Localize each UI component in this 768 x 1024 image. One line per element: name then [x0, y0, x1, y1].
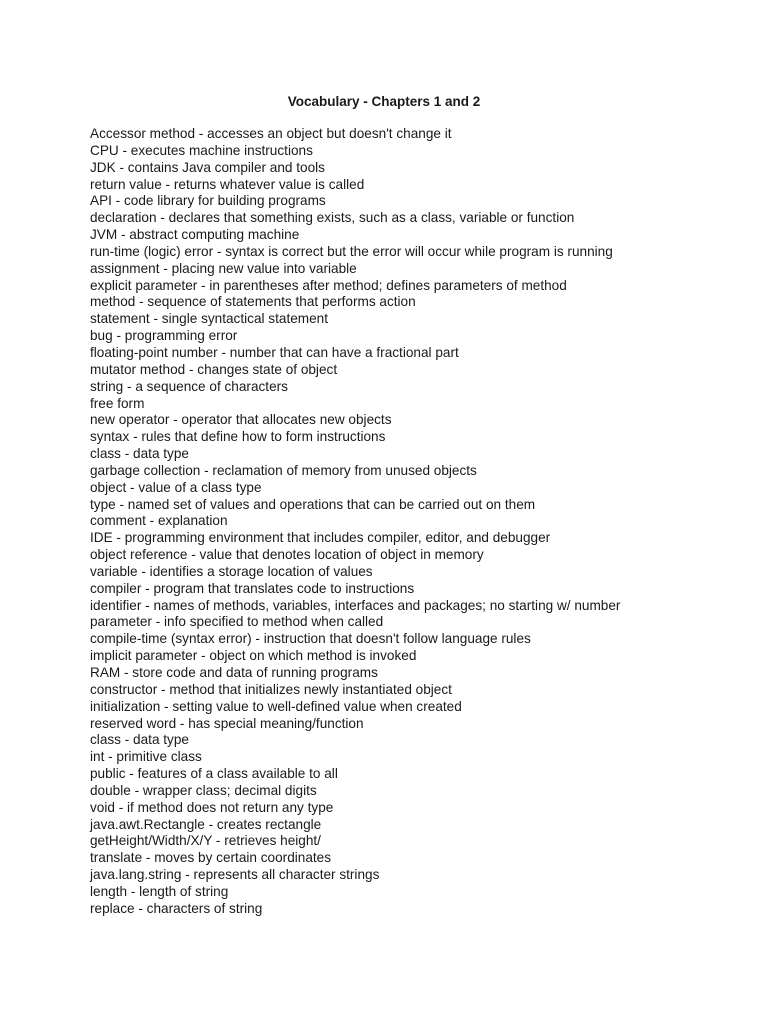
vocabulary-entry: RAM - store code and data of running programs [90, 665, 378, 680]
vocabulary-entry: parameter - info specified to method when called [90, 614, 384, 630]
vocabulary-entry: run-time (logic) error - syntax is correct but the error will occur while program is running [90, 243, 613, 259]
vocabulary-entry: new operator - operator that allocates new objects [90, 412, 392, 428]
vocabulary-entry: getHeight/Width/X/Y - retrieves height/ [90, 833, 321, 849]
vocabulary-entry: implicit parameter - object on which method is invoked [90, 648, 417, 664]
vocabulary-entry: compile-time (syntax error) - instruction that doesn't follow language rules [90, 631, 531, 647]
vocabulary-entry: Accessor method - accesses an object but doesn't change it [90, 126, 452, 141]
vocabulary-entry: identifier - names of methods, variables, interfaces and packages; no starting w/ number [90, 597, 621, 613]
vocabulary-entry: object - value of a class type [90, 479, 262, 495]
vocabulary-entry: replace - characters of string [90, 900, 263, 916]
vocabulary-entry: constructor - method that initializes newly instantiated object [90, 681, 452, 697]
vocabulary-entry: string - a sequence of characters [90, 378, 288, 394]
vocabulary-entry: assignment - placing new value into variable [90, 260, 357, 276]
vocabulary-entry: double - wrapper class; decimal digits [90, 782, 317, 798]
vocabulary-list [90, 126, 750, 918]
vocabulary-entry: length - length of string [90, 883, 229, 899]
vocabulary-entry: reserved word - has special meaning/function [90, 715, 364, 731]
vocabulary-entry: free form [90, 395, 145, 411]
vocabulary-entry: class - data type [90, 446, 189, 462]
vocabulary-entry: translate - moves by certain coordinates [90, 850, 332, 866]
document-title: Vocabulary - Chapters 1 and 2 [287, 94, 481, 109]
vocabulary-entry: explicit parameter - in parentheses after method; defines parameters of method [90, 277, 567, 293]
vocabulary-entry: floating-point number - number that can have a fractional part [90, 344, 459, 360]
vocabulary-entry: int - primitive class [90, 749, 202, 765]
vocabulary-entry: initialization - setting value to well-defined value when created [90, 698, 462, 714]
vocabulary-entry: java.lang.string - represents all character strings [90, 867, 380, 883]
vocabulary-entry: API - code library for building programs [90, 193, 326, 209]
vocabulary-entry: compiler - program that translates code to instructions [90, 580, 415, 596]
vocabulary-entry: class - data type [90, 732, 189, 748]
vocabulary-entry: method - sequence of statements that performs action [90, 294, 416, 310]
vocabulary-entry: garbage collection - reclamation of memory from unused objects [90, 462, 477, 478]
vocabulary-entry: comment - explanation [90, 513, 228, 529]
vocabulary-entry: public - features of a class available to all [90, 766, 338, 782]
vocabulary-entry: statement - single syntactical statement [90, 311, 328, 327]
vocabulary-entry: variable - identifies a storage location of values [90, 563, 373, 579]
vocabulary-entry: syntax - rules that define how to form instructions [90, 429, 386, 445]
vocabulary-entry: bug - programming error [90, 328, 238, 344]
vocabulary-entry: JDK - contains Java compiler and tools [90, 159, 325, 175]
vocabulary-entry: void - if method does not return any type [90, 799, 334, 815]
vocabulary-entry: return value - returns whatever value is called [90, 176, 365, 192]
vocabulary-entry: IDE - programming environment that includes compiler, editor, and debugger [90, 530, 551, 546]
vocabulary-entry: object reference - value that denotes location of object in memory [90, 547, 484, 563]
vocabulary-entry: CPU - executes machine instructions [90, 142, 313, 158]
vocabulary-entry: java.awt.Rectangle - creates rectangle [90, 816, 322, 832]
vocabulary-entry: type - named set of values and operations that can be carried out on them [90, 496, 536, 512]
vocabulary-entry: mutator method - changes state of object [90, 361, 338, 377]
vocabulary-entry: JVM - abstract computing machine [90, 227, 300, 243]
vocabulary-entry: declaration - declares that something exists, such as a class, variable or function [90, 210, 575, 226]
